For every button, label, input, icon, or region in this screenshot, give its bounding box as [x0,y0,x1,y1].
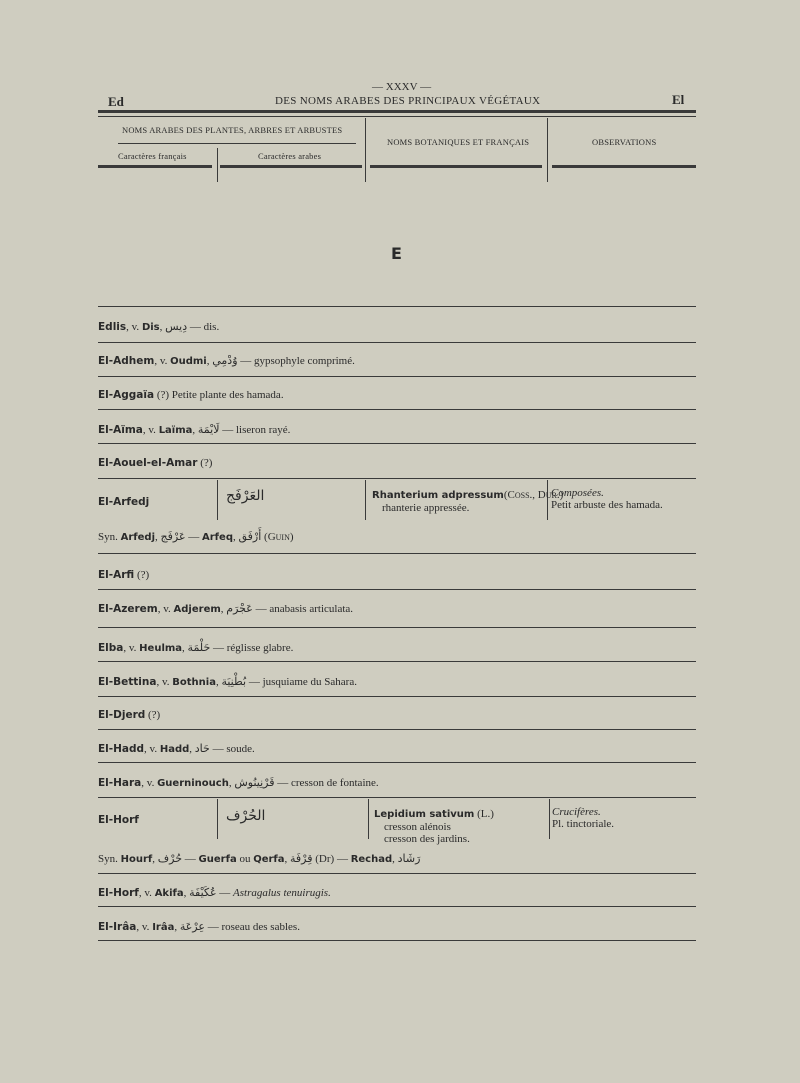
entry-rule [98,762,696,763]
entry-el-horf-2: El-Horf, v. Akifa, عُكَيْفَة — Astragalus tenuirugis. [98,886,331,899]
synonym: Hourf [120,854,153,865]
entry-rule [98,553,696,554]
entry-el-bettina: El-Bettina, v. Bothnia, بُطْنِيَة — jusquiame du Sahara. [98,675,357,688]
section-letter: E [391,244,402,263]
entry-sep: , v. [138,887,155,899]
entry-gloss: — cresson de fontaine. [274,777,379,789]
botanical-name: Lepidium sativum [374,809,475,820]
botanical-name: Rhanterium adpressum [372,490,504,501]
synonym: Arfeq [202,532,233,543]
headword: Elba [98,642,124,654]
headword: El-Aïma [98,424,143,436]
arabic-word: بُطْنِيَة [221,675,247,688]
arfedj-synonyms: Syn. Arfedj, عَرْفَج — Arfeq, أَرْفَق (Guin) [98,530,294,543]
headword: El-Djerd [98,709,146,721]
row-divider [217,799,218,839]
column-french: Caractères français [118,151,187,161]
entry-rule [98,729,696,730]
entry-sep: , v. [157,603,174,615]
entry-rule [98,873,696,874]
horf-headword [98,810,139,828]
headword: El-Hara [98,777,142,789]
entry-ref: Adjerem [173,604,221,615]
row-divider [549,799,550,839]
entry-el-hadd: El-Hadd, v. Hadd, حَاد — soude. [98,742,255,755]
entry-el-aouel [98,457,212,469]
arfedj-arabic: العَرْفَج [226,488,265,504]
entry-ref: Laïma [158,425,193,436]
headword: El-Aggaïa [98,389,155,401]
entry-edlis: Edlis, v. Dis, دِيس — dis. [98,320,220,333]
running-head-left: Ed [108,94,124,109]
entry-ref: Irâa [152,922,175,933]
entry-gloss: — gypsophyle comprimé. [237,355,355,367]
headword: El-Horf [98,814,139,826]
page-number: — XXXV — [372,81,432,93]
entry-gloss: — soude. [209,743,255,755]
arabic-word: عَجْرَم [226,602,253,615]
arabic-word: لَايْمَة [197,423,220,436]
arabic-word: حُرْف [157,852,183,865]
arabic-word: عُكَيْفَة [189,886,217,899]
syn-note: (Dr) [315,853,335,865]
header-rule-bottom-3 [370,165,542,168]
arabic-word: وُدْمِي [212,354,238,367]
col-divider-1 [365,118,366,182]
entry-gloss: Astragalus tenuirugis. [233,887,331,899]
entry-sep: , v. [154,355,171,367]
entry-gloss: (?) [145,709,161,721]
entry-ref: Oudmi [170,356,207,367]
entry-el-adhem: El-Adhem, v. Oudmi, وُدْمِي — gypsophyle comprimé. [98,354,355,367]
entry-sep: , v. [141,777,158,789]
entry-el-arfi [98,569,149,581]
headword: El-Hadd [98,743,145,755]
entry-sep: , v. [142,424,159,436]
entry-el-hara: El-Hara, v. Guerninouch, قَرْنِينُوش — cresson de fontaine. [98,776,379,789]
header-rule-top2 [98,116,696,117]
french-name: cresson des jardins. [384,833,470,845]
headword: El-Irâa [98,921,137,933]
entry-sep: , v. [144,743,160,755]
horf-observations [552,806,614,830]
arabic-word: عَرْفَج [160,530,186,543]
row-divider [368,799,369,839]
entry-sep: , v. [123,642,140,654]
observation: Pl. tinctoriale. [552,818,615,830]
entry-rule [98,443,696,444]
synonym: Rechad [350,854,393,865]
entry-sep: , v. [156,676,173,688]
arfedj-observations [551,487,663,511]
arfedj-headword [98,492,149,510]
entry-ref: Dis [141,322,160,333]
syn-note: (Guin) [264,531,294,543]
column-arabic: Caractères arabes [258,151,322,161]
entry-rule [98,342,696,343]
entry-rule [98,478,696,479]
entry-ref: Heulma [139,643,183,654]
arabic-word: رَشَاد [397,852,421,865]
arabic-word: حَلْمَة [187,641,211,654]
botanical-authority: (Coss., Dur.) [503,489,564,501]
entry-gloss: (?) [197,457,213,469]
headword: El-Bettina [98,676,157,688]
entry-el-djerd [98,709,160,721]
column-observations: OBSERVATIONS [592,137,657,147]
entry-gloss: — réglisse glabre. [210,642,294,654]
headword: Edlis [98,321,127,333]
synonym: Guerfa [198,854,237,865]
headword: El-Azerem [98,603,158,615]
french-name: rhanterie appressée. [382,502,470,514]
horf-arabic: الحُرْف [226,808,266,824]
entry-rule [98,306,696,307]
row-divider [365,480,366,520]
entry-elba: Elba, v. Heulma, حَلْمَة — réglisse glabre. [98,641,294,654]
headword: El-Arfedj [98,496,150,508]
entry-rule [98,696,696,697]
entry-el-aima: El-Aïma, v. Laïma, لَايْمَة — liseron rayé. [98,423,291,436]
entry-gloss: — liseron rayé. [219,424,291,436]
synonym: Qerfa [253,854,285,865]
entry-rule [98,940,696,941]
col-divider-2 [547,118,548,182]
entry-rule [98,409,696,410]
entry-gloss: (?) [134,569,150,581]
french-name: cresson alénois [384,821,451,833]
running-head-right: El [672,92,685,107]
arabic-word: قَرْنِينُوش [234,776,275,789]
entry-rule [98,589,696,590]
entry-gloss: — roseau des sables. [204,921,300,933]
group-underline [118,143,356,144]
syn-prefix: Syn. [98,531,121,543]
entry-gloss: — jusquiame du Sahara. [246,676,357,688]
observation: Petit arbuste des hamada. [551,499,663,511]
headword: El-Horf [98,887,139,899]
entry-gloss: (?) Petite plante des hamada. [154,389,284,401]
header-rule-bottom-2 [220,165,362,168]
row-divider [217,480,218,520]
entry-sep: , v. [126,321,142,333]
entry-ref: Guerninouch [157,778,229,789]
entry-gloss: — anabasis articulata. [252,603,354,615]
header-rule-bottom-1 [98,165,212,168]
entry-rule [98,376,696,377]
entry-rule [98,906,696,907]
column-group-header: NOMS ARABES DES PLANTES, ARBRES ET ARBUSTES [122,125,343,135]
col-divider-3 [217,148,218,182]
entry-rule [98,797,696,798]
headword: El-Arfi [98,569,135,581]
synonym: Arfedj [120,532,156,543]
entry-rule [98,627,696,628]
entry-ref: Akifa [154,888,184,899]
syn-prefix: Syn. [98,853,121,865]
entry-el-iraa: El-Irâa, v. Irâa, عِرْعَة — roseau des sables. [98,920,300,933]
botanical-authority: (L.) [477,808,494,820]
arabic-word: قِرْفَة [290,852,313,865]
entry-sep: , v. [136,921,153,933]
syn-or: ou [236,853,254,865]
entry-ref: Bothnia [172,677,216,688]
arfedj-botanical [372,489,563,514]
arabic-word: دِيس [165,320,188,333]
arabic-word: حَاد [194,742,210,755]
horf-botanical [374,808,494,845]
entry-el-aggaia [98,389,284,401]
column-botanical: NOMS BOTANIQUES ET FRANÇAIS [387,137,530,147]
entry-gloss: — dis. [187,321,220,333]
entry-ref: Hadd [159,744,190,755]
headword: El-Adhem [98,355,155,367]
entry-sep: — [216,887,234,899]
page-title: DES NOMS ARABES DES PRINCIPAUX VÉGÉTAUX [275,95,541,107]
entry-rule [98,661,696,662]
header-rule-top [98,110,696,113]
family: Crucifères. [552,806,601,818]
arabic-word: عِرْعَة [179,920,205,933]
entry-el-azerem: El-Azerem, v. Adjerem, عَجْرَم — anabasis articulata. [98,602,354,615]
headword: El-Aouel-el-Amar [98,457,198,469]
header-rule-bottom-4 [552,165,696,168]
arabic-word: أَرْفَق [238,530,262,543]
family: Composées. [551,487,604,499]
horf-synonyms: Syn. Hourf, حُرْف — Guerfa ou Qerfa, قِرْفَة (Dr) — Rechad, رَشَاد [98,852,421,865]
